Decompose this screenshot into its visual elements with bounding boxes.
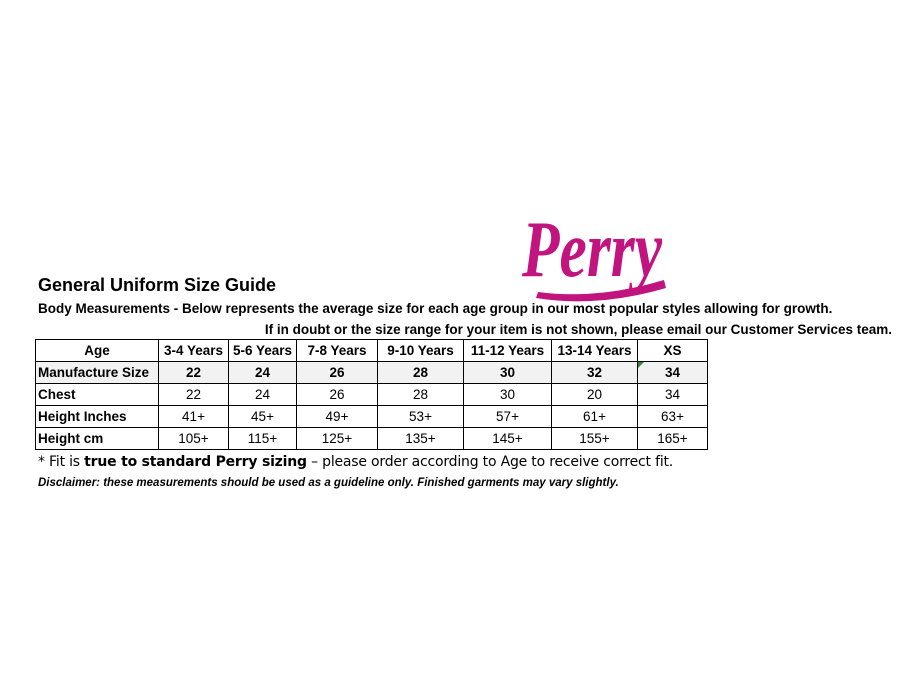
header-cell: 7-8 Years [297, 340, 378, 362]
table-cell: 30 [464, 384, 552, 406]
size-table [35, 339, 708, 450]
disclaimer: Disclaimer: these measurements should be used as a guideline only. Finished garments may vary slightly. [38, 477, 619, 489]
table-cell: 61+ [552, 406, 638, 428]
table-cell: 49+ [297, 406, 378, 428]
table-cell: 125+ [297, 428, 378, 450]
perry-logo-graphic [518, 196, 670, 306]
header-cell: 13-14 Years [552, 340, 638, 362]
table-row [36, 406, 708, 428]
row-label: Height cm [36, 428, 159, 450]
table-header-row [36, 340, 708, 362]
table-cell: 53+ [378, 406, 464, 428]
row-label: Height Inches [36, 406, 159, 428]
header-cell: XS [638, 340, 708, 362]
table-cell: 145+ [464, 428, 552, 450]
subtitle-line-1: Body Measurements - Below represents the average size for each age group in our most popular styles allowing for growth. [38, 301, 833, 316]
header-cell: 11-12 Years [464, 340, 552, 362]
table-cell: 28 [378, 384, 464, 406]
subtitle-line-2: If in doubt or the size range for your item is not shown, please email our Customer Services team. [264, 322, 892, 337]
table-cell: 135+ [378, 428, 464, 450]
table-cell: 28 [378, 362, 464, 384]
table-cell: 115+ [229, 428, 297, 450]
table-cell: 165+ [638, 428, 708, 450]
table-cell: 26 [297, 362, 378, 384]
table-cell: 24 [229, 384, 297, 406]
header-cell: Age [36, 340, 159, 362]
table-cell: 57+ [464, 406, 552, 428]
page-title: General Uniform Size Guide [38, 275, 277, 295]
table-cell: 34 [638, 384, 708, 406]
table-cell: 26 [297, 384, 378, 406]
table-row [36, 428, 708, 450]
table-row [36, 362, 708, 384]
perry-logo [518, 196, 670, 306]
header-cell: 9-10 Years [378, 340, 464, 362]
fit-note-emphasis: true to standard Perry sizing [84, 454, 307, 470]
table-row [36, 384, 708, 406]
table-cell: 22 [159, 362, 229, 384]
row-label: Chest [36, 384, 159, 406]
row-label: Manufacture Size [36, 362, 159, 384]
table-cell: 45+ [229, 406, 297, 428]
table-cell: 155+ [552, 428, 638, 450]
table-cell: 32 [552, 362, 638, 384]
table-cell: 30 [464, 362, 552, 384]
table-cell: 41+ [159, 406, 229, 428]
table-cell: 105+ [159, 428, 229, 450]
fit-note-suffix: – please order according to Age to receive correct fit. [306, 454, 674, 470]
header-cell: 5-6 Years [229, 340, 297, 362]
table-cell: 22 [159, 384, 229, 406]
table-cell: 20 [552, 384, 638, 406]
header-cell: 3-4 Years [159, 340, 229, 362]
table-cell: 63+ [638, 406, 708, 428]
fit-note-prefix: * Fit is [38, 454, 85, 470]
table-cell: 24 [229, 362, 297, 384]
perry-logo-text: Perry [521, 206, 663, 294]
table-cell: 34 [638, 362, 708, 384]
fit-note [38, 454, 673, 470]
